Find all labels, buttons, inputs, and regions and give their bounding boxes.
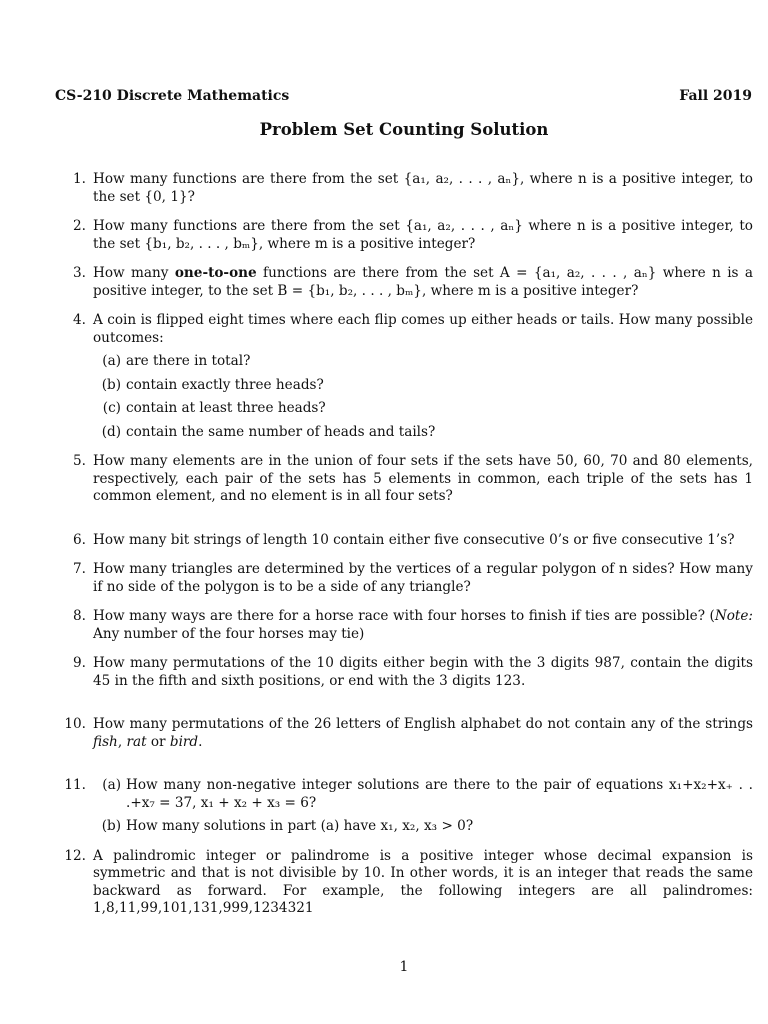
- problem-number: 7.: [73, 561, 86, 577]
- problem-number: 11.: [64, 777, 86, 793]
- problem-11: [55, 777, 753, 836]
- term-label: Fall 2019: [679, 88, 752, 104]
- problem-12: [55, 848, 753, 918]
- problem-number: 9.: [73, 655, 86, 671]
- subpart-d: [93, 424, 753, 442]
- problem-text: How many bit strings of length 10 contain either five consecutive 0’s or five consecutive 1’s?: [93, 531, 735, 548]
- subpart-text: are there in total?: [126, 353, 251, 369]
- problem-number: 10.: [64, 716, 86, 732]
- problem-1: [55, 171, 753, 206]
- problem-4: [55, 312, 753, 441]
- subpart-label: (c): [102, 400, 121, 416]
- problem-text: How many elements are in the union of four sets if the sets have 50, 60, 70 and 80 elements, respectively, each pair of the sets has 5 elements in common, each triple of the sets has 1 common element, and no element is in all four sets?: [93, 453, 753, 504]
- subpart-label: (a): [102, 353, 121, 369]
- subpart-text: contain exactly three heads?: [126, 376, 324, 393]
- problem-5: [55, 453, 753, 506]
- problem-text-start: How many ways are there for a horse race with four horses to finish if ties are possible? (: [93, 608, 715, 624]
- problem-list: [55, 171, 753, 918]
- problem-text-start: How many permutations of the 26 letters of English alphabet do not contain any of the strings: [93, 716, 753, 732]
- problem-text: [93, 608, 753, 643]
- subpart-label: (b): [101, 818, 121, 834]
- subpart-b: [93, 818, 753, 836]
- course-title: CS-210 Discrete Mathematics: [55, 88, 290, 104]
- problem-text: A coin is flipped eight times where each flip comes up either heads or tails. How many possible outcomes:: [93, 312, 753, 346]
- problem-text-start: How many: [93, 265, 175, 281]
- separator: or: [146, 733, 170, 750]
- problem-text: [93, 716, 753, 751]
- subpart-text: contain at least three heads?: [126, 400, 326, 416]
- problem-7: [55, 561, 753, 596]
- problem-text-end: .: [198, 733, 203, 750]
- string-fish: fish: [93, 733, 118, 750]
- problem-2: [55, 218, 753, 253]
- problem-number: 12.: [64, 847, 86, 864]
- problem-number: 3.: [73, 265, 86, 281]
- page-header: [55, 88, 752, 104]
- separator: ,: [117, 733, 127, 750]
- problem-number: 5.: [73, 453, 86, 469]
- string-rat: rat: [126, 733, 147, 750]
- subpart-text: How many solutions in part (a) have x₁, x₂, x₃ > 0?: [126, 818, 474, 834]
- problem-number: 2.: [73, 218, 86, 234]
- problem-number: 1.: [73, 171, 86, 187]
- problem-number: 8.: [73, 608, 86, 624]
- problem-text-end: Any number of the four horses may tie): [93, 625, 365, 642]
- subpart-a: [93, 353, 753, 371]
- problem-number: 6.: [73, 531, 86, 548]
- note-label: Note:: [714, 608, 753, 624]
- page-number: 1: [399, 959, 409, 975]
- problem-text: A palindromic integer or palindrome is a positive integer whose decimal expansion is symmetric and that is not divisible by 10. In other words, it is an integer that reads the same backward as forward. For example, the following integers are all palindromes: 1,8,11,99,101,131,999,1234321: [93, 847, 753, 916]
- problem-text-end: functions are there from the set A = {a₁, a₂, . . . , aₙ} where n is a positive integer, to the set B = {b₁, b₂, . . . , bₘ}, where m is a positive integer?: [93, 265, 754, 299]
- problem-number: 4.: [73, 312, 86, 328]
- problem-text: How many permutations of the 10 digits either begin with the 3 digits 987, contain the digits 45 in the fifth and sixth positions, or end with the 3 digits 123.: [93, 655, 753, 689]
- problem-text: [93, 265, 753, 300]
- document-title: Problem Set Counting Solution: [259, 120, 549, 139]
- subpart-c: [93, 400, 753, 418]
- problem-10: [55, 716, 753, 751]
- problem-text: How many functions are there from the set {a₁, a₂, . . . , aₙ}, where n is a positive integer, to the set {0, 1}?: [93, 171, 753, 205]
- subpart-label: (b): [101, 376, 121, 393]
- subpart-a: [93, 777, 753, 812]
- problem-3: [55, 265, 753, 300]
- problem-9: [55, 655, 753, 690]
- subpart-text: How many non-negative integer solutions are there to the pair of equations x₁+x₂+x₊ . . .+x₇ = 37, x₁ + x₂ + x₃ = 6?: [126, 777, 753, 811]
- problem-text: How many triangles are determined by the vertices of a regular polygon of n sides? How many if no side of the polygon is to be a side of any triangle?: [93, 561, 753, 595]
- problem-6: [55, 532, 753, 550]
- subpart-b: [93, 377, 753, 395]
- problem-emphasis: one-to-one: [174, 265, 257, 281]
- subpart-text: contain the same number of heads and tails?: [126, 423, 436, 440]
- subpart-label: (a): [102, 777, 121, 793]
- subpart-label: (d): [101, 423, 121, 440]
- problem-text: How many functions are there from the set {a₁, a₂, . . . , aₙ} where n is a positive integer, to the set {b₁, b₂, . . . , bₘ}, where m is a positive integer?: [93, 218, 753, 252]
- problem-8: [55, 608, 753, 643]
- string-bird: bird: [169, 733, 199, 750]
